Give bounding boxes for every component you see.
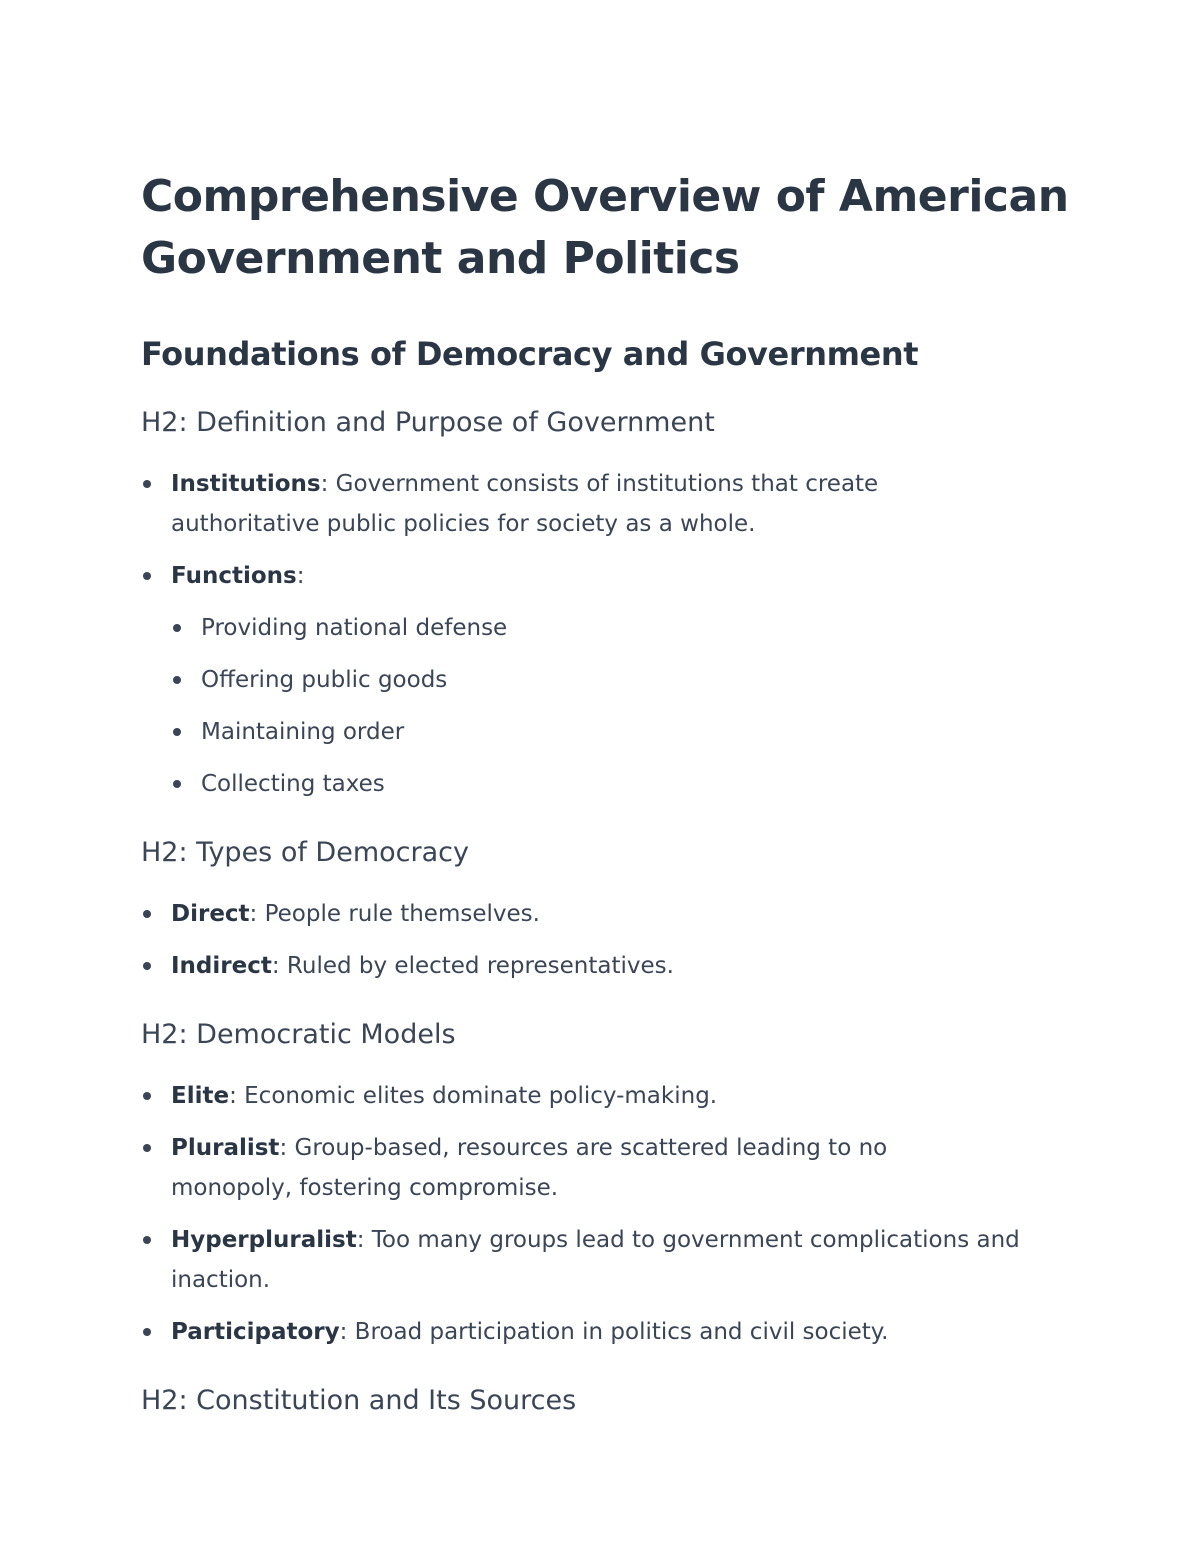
list-item-indirect <box>141 946 1071 986</box>
list-item-pluralist <box>141 1128 951 1208</box>
term-participatory: Participatory <box>171 1319 340 1345</box>
list-item-participatory <box>141 1312 1071 1352</box>
term-pluralist: Pluralist <box>171 1135 280 1161</box>
desc-indirect: : Ruled by elected representatives. <box>271 953 674 979</box>
desc-hyperpluralist: : Too many groups lead to government complications and inaction. <box>171 1227 1020 1293</box>
list-item-national-defense: Providing national defense <box>171 608 1071 648</box>
subheading-democratic-models: H2: Democratic Models <box>141 1019 456 1050</box>
types-list <box>141 894 1071 986</box>
desc-elite: : Economic elites dominate policy-making. <box>229 1083 718 1109</box>
list-item-elite <box>141 1076 1071 1116</box>
list-item-hyperpluralist <box>141 1220 1071 1300</box>
term-elite: Elite <box>171 1083 230 1109</box>
definition-list <box>141 464 1071 804</box>
term-direct: Direct <box>171 901 250 927</box>
list-item-public-goods: Offering public goods <box>171 660 1071 700</box>
list-item-collecting-taxes: Collecting taxes <box>171 764 1071 804</box>
subheading-types-democracy: H2: Types of Democracy <box>141 837 469 868</box>
list-item-functions <box>141 556 1071 804</box>
term-indirect: Indirect <box>171 953 272 979</box>
desc-direct: : People rule themselves. <box>249 901 540 927</box>
desc-participatory: : Broad participation in politics and civil society. <box>339 1319 889 1345</box>
term-institutions: Institutions <box>171 471 321 497</box>
document-page <box>141 166 1071 1418</box>
desc-pluralist: : Group-based, resources are scattered leading to no monopoly, fostering compromise. <box>171 1135 888 1201</box>
desc-functions: : <box>296 563 305 589</box>
desc-institutions: : Government consists of institutions that create authoritative public policies for society as a whole. <box>171 471 879 537</box>
subheading-constitution-sources: H2: Constitution and Its Sources <box>141 1385 577 1416</box>
term-functions: Functions <box>171 563 297 589</box>
models-list <box>141 1076 1071 1352</box>
subheading-definition-purpose: H2: Definition and Purpose of Government <box>141 407 715 438</box>
list-item-maintaining-order: Maintaining order <box>171 712 1071 752</box>
term-hyperpluralist: Hyperpluralist <box>171 1227 357 1253</box>
section-heading-foundations: Foundations of Democracy and Government <box>141 335 919 373</box>
list-item-direct <box>141 894 1071 934</box>
functions-sublist <box>171 608 1071 804</box>
list-item-institutions <box>141 464 931 544</box>
document-title: Comprehensive Overview of American Government and Politics <box>141 171 1069 284</box>
